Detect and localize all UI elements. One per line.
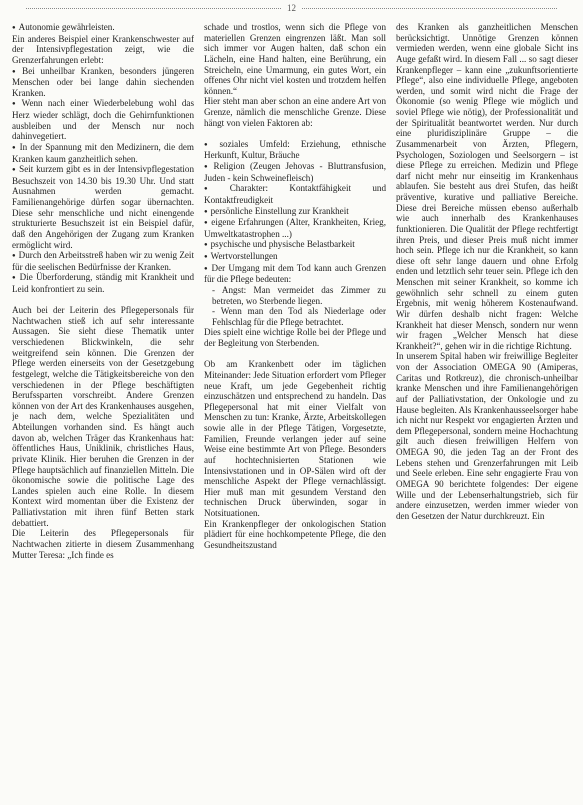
bullet-item: ● Wertvorstellungen	[204, 251, 386, 263]
bullet-item: ● Der Umgang mit dem Tod kann auch Grenzen für die Pflege bedeuten:	[204, 263, 386, 285]
paragraph: Die Leiterin des Pflegepersonals für Nachtwachen zitierte in diesem Zusammenhang Mutter Teresa: „Ich finde es	[12, 528, 194, 560]
dash-item: - Angst: Man vermeidet das Zimmer zu betreten, wo Sterbende liegen.	[204, 285, 386, 306]
bullet-item: ● In der Spannung mit den Medizinern, die dem Kranken kaum ganzheitlich sehen.	[12, 142, 194, 164]
paragraph: Ein Krankenpfleger der onkologischen Station plädiert für eine hochkompetente Pflege, die den Gesundheitszustand	[204, 518, 386, 550]
paragraph: Dies spielt eine wichtige Rolle bei der Pflege und der Begleitung von Sterbenden.	[204, 327, 386, 349]
column-1	[12, 22, 194, 802]
bullet-item: ● Autonomie gewährleisten.	[12, 22, 194, 34]
paragraph: Hier steht man aber schon an eine andere Art von Grenze, nämlich die menschliche Grenze. Diese hängt von vielen Faktoren ab:	[204, 96, 386, 128]
bullet-item: ● persönliche Einstellung zur Krankheit	[204, 206, 386, 218]
bullet-item: ● Wenn nach einer Wiederbelebung wohl das Herz wieder schlägt, doch die Gehirnfunktionen ausbleiben und der Mensch nur noch dahinvegetiert.	[12, 98, 194, 142]
bullet-item: ● eigene Erfahrungen (Alter, Krankheiten, Krieg, Umweltkatastrophen ...)	[204, 217, 386, 239]
paragraph: schade und trostlos, wenn sich die Pflege von materiellen Grenzen eingrenzen läßt. Man soll sich immer vor Augen halten, daß schon ein Lächeln, eine Hand halten, eine Berührung, ein Streicheln, eine Umarmung, ein gutes Wort, ein offenes Ohr nicht viel kosten und trotzdem helfen können.“	[204, 22, 386, 96]
bullet-item: ● Durch den Arbeitsstreß haben wir zu wenig Zeit für die seelischen Bedürfnisse der Kranken.	[12, 250, 194, 272]
column-3	[396, 22, 578, 802]
bullet-item: ● Religion (Zeugen Jehovas - Bluttransfusion, Juden - kein Schweinefleisch)	[204, 161, 386, 183]
bullet-item: ● Bei unheilbar Kranken, besonders jüngeren Menschen oder bei lange dahin siechenden Kranken.	[12, 66, 194, 99]
bullet-item: ● Charakter: Kontaktfähigkeit und Kontaktfreudigkeit	[204, 183, 386, 205]
paragraph: Auch bei der Leiterin des Pflegepersonals für Nachtwachen stieß ich auf sehr interessante Aussagen. Sie sieht diese Thematik unter verschiedenen Blickwinkeln, die sehr weitgreifend sein können. Die Grenzen der Pflege werden einerseits von der Gesetzgebung festgelegt, welche die Tätigkeitsbereiche von den verschiedenen in der Pflege beschäftigten Berufssparten vorschreibt. Andere Grenzen können von der Art des Krankenhauses ausgehen, je nach dem, welche Spezialitäten und Abteilungen vorhanden sind. Es hängt auch davon ab, welchen Träger das Krankenhaus hat: öffentliches Haus, Uniklinik, christliches Haus, private Klinik. Hier beruhen die Grenzen in der Pflege hauptsächlich auf finanziellen Mitteln. Die ökonomische sowie die politische Lage des Landes spielen auch eine Rolle. In diesem Kontext wird momentan über die Existenz der Palliativstation mit ihren fünf Betten stark debattiert.	[12, 305, 194, 528]
page-number: 12	[0, 3, 583, 13]
paragraph: des Kranken als ganzheitlichen Menschen berücksichtigt. Unnötige Grenzen können vermieden werden, wenn eine globale Sicht ins Auge gefaßt wird. In diesem Fall ... so sagt dieser Krankenpfleger – kann eine „zukunftsorientierte Pflege“, also eine individuelle Pflege, angeboten werden, und somit wird nicht die Frage der Ökonomie (so wenig Pflege wie möglich und soviel Pflege wie nötig), der Professionalität und der Spiritualität beantwortet werden. Nur durch eine pluridisziplinäre Gruppe – die Zusammenarbeit von Ärzten, Pflegern, Psychologen, Soziologen und Seelsorgern – ist diese Pflege zu erreichen. Medizin und Pflege darf nicht mehr nur einseitig im Krankenhaus ablaufen. Sie besteht aus drei Stufen, das heißt präventive, kurative und palliative Bereiche. Diese drei Bereiche müssen ebenso außerhalb wie auch innerhalb des Krankenhauses funktionieren. Die Qualität der Pflege rechtfertigt ihren Preis, und dieser Preis muß nicht immer hoch sein. Pflege ich nur die Krankheit, so kann diese oft sehr lange dauern und ohne Erfolg enden und letztlich sehr teuer sein. Pflege ich den Menschen mit seiner Krankheit, so komme ich gewöhnlich sehr schnell zu einem guten Ergebnis, mit wenig höherem Kostenaufwand. Wir dürfen deshalb nicht fragen: Welche Krankheit hat dieser Mensch, sondern nur wenn wir fragen „Welcher Mensch hat diese Krankheit?“, gehen wir in die richtige Richtung.	[396, 22, 578, 351]
paragraph-gap	[12, 295, 194, 306]
bullet-item: ● Seit kurzem gibt es in der Intensivpflegestation Besuchszeit von 14.30 bis 19.30 Uhr. Und statt Ausnahmen werden gemacht. Familienangehörige dürfen sogar übernachten. Diese sehr menschliche und nicht einengende strukturierte Besuchszeit ist ein Beispiel dafür, daß den Angehörigen der Zugang zum Kranken ermöglicht wird.	[12, 164, 194, 250]
paragraph: In unserem Spital haben wir freiwillige Begleiter von der Association OMEGA 90 (Amiperas, Caritas und Rotkreuz), die chronisch-unheilbar kranke Menschen und ihre Familienangehörigen auf der Palliativstation, der Onkologie und zu Hause begleiten. Als Krankenhausseelsorger habe ich nicht nur Respekt vor engagierten Ärzten und dem Pflegepersonal, sondern meine Hochachtung gilt auch diesen freiwilligen Helfern von OMEGA 90, die jeden Tag an der Front des Lebens stehen und Grenzerfahrungen mit Leib und Seele erleben. Eine sehr engagierte Frau von OMEGA 90 berichtete folgendes: Der eigene Wille und der Lebenserhaltungstrieb, sich für andere einzusetzen, werden immer wieder von den Gesetzen der Natur durchkreuzt. Ein	[396, 351, 578, 521]
paragraph-gap	[204, 128, 386, 139]
paragraph: Ob am Krankenbett oder im täglichen Miteinander: Jede Situation erfordert vom Pfleger neue Kraft, um jede Gegebenheit richtig einzuschätzen und entsprechend zu handeln. Das Pflegepersonal hat mit einer Vielfalt von Menschen zu tun: Kranke, Ärzte, Arbeitskollegen sowie alle in der Pflege Tätigen, Vorgesetzte, Familien, Freunde verlangen jeder auf seine Weise eine bestimmte Art von Pflege. Besonders auf hochtechnisierten Stationen wie Intensivstationen und in OP-Sälen wird oft der menschliche Aspekt der Pflege vernachlässigt. Hier muß man mit gesundem Verstand den technischen Druck überwinden, sogar in Notsituationen.	[204, 359, 386, 519]
bullet-item: ● soziales Umfeld: Erziehung, ethnische Herkunft, Kultur, Bräuche	[204, 139, 386, 161]
bullet-item: ● Die Überforderung, ständig mit Krankheit und Leid konfrontiert zu sein.	[12, 272, 194, 294]
column-2	[204, 22, 386, 802]
bullet-item: ● psychische und physische Belastbarkeit	[204, 239, 386, 251]
paragraph: Ein anderes Beispiel einer Krankenschwester auf der Intensivpflegestation zeigt, wie die Grenzerfahrungen erlebt:	[12, 33, 194, 65]
dash-item: - Wenn man den Tod als Niederlage oder Fehlschlag für die Pflege betrachtet.	[204, 306, 386, 327]
paragraph-gap	[204, 349, 386, 360]
